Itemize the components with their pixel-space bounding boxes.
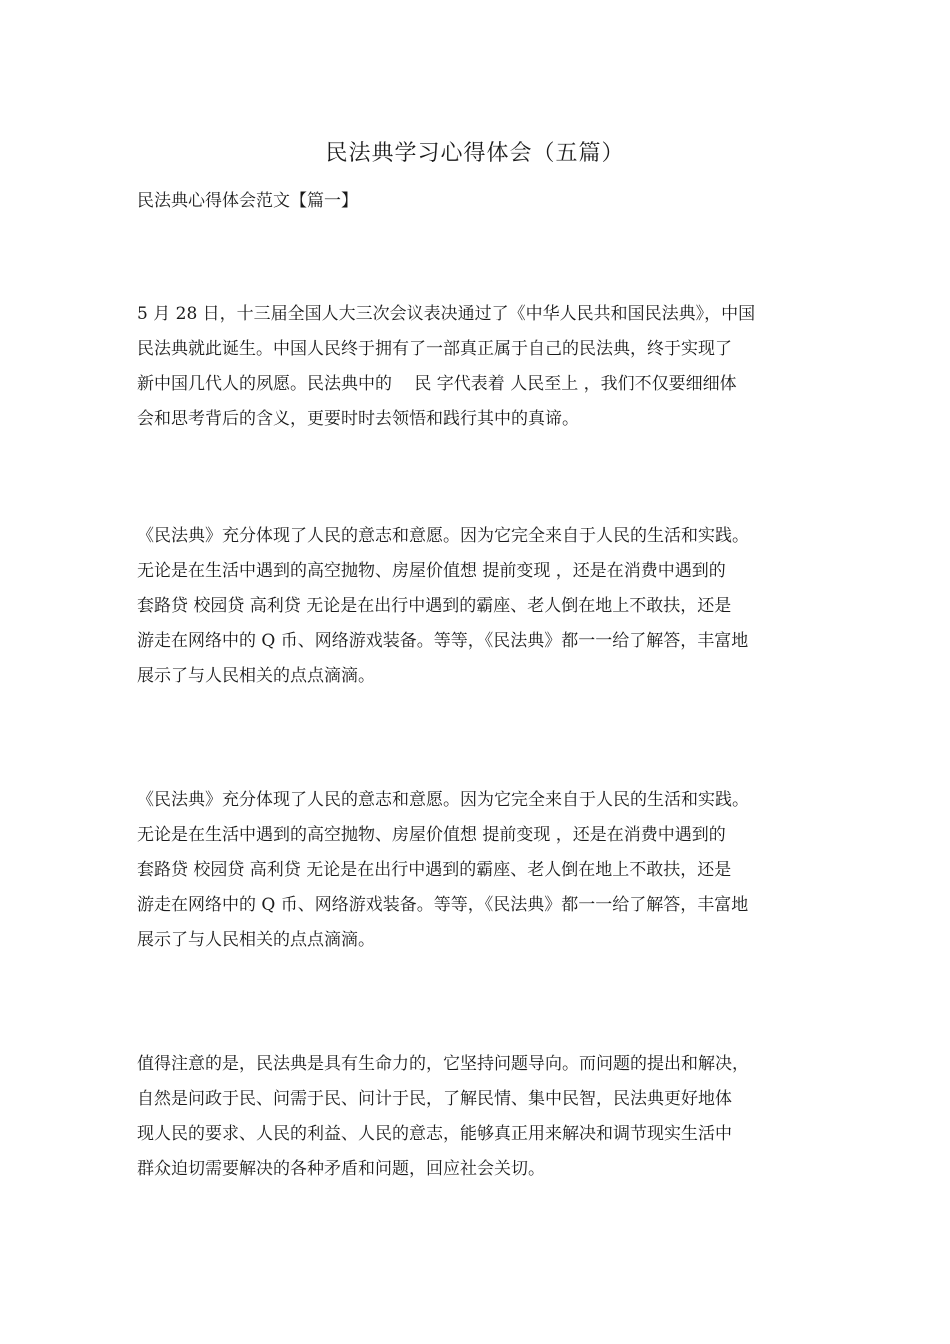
paragraph-4	[137, 1047, 817, 1187]
paragraph-line: 展示了与人民相关的点点滴滴。	[137, 930, 375, 950]
section-heading: 民法典心得体会范文【篇一】	[137, 191, 358, 211]
paragraph-line: 自然是问政于民、问需于民、问计于民，了解民情、集中民智，民法典更好地体	[137, 1089, 732, 1109]
paragraph-2	[137, 519, 817, 694]
document-title: 民法典学习心得体会（五篇）	[325, 141, 625, 166]
paragraph-line: 值得注意的是，民法典是具有生命力的，它坚持问题导向。而问题的提出和解决，	[137, 1054, 749, 1074]
paragraph-line: 群众迫切需要解决的各种矛盾和问题，回应社会关切。	[137, 1159, 545, 1179]
paragraph-line: 《民法典》充分体现了人民的意志和意愿。因为它完全来自于人民的生活和实践。	[137, 526, 749, 546]
paragraph-line: 无论是在生活中遇到的高空抛物、房屋价值想 提前变现 ，还是在消费中遇到的	[137, 561, 726, 581]
paragraph-line: 游走在网络中的 Q 币、网络游戏装备。等等，《民法典》都一一给了解答，丰富地	[137, 631, 749, 651]
paragraph-line: 套路贷 校园贷 高利贷 无论是在出行中遇到的霸座、老人倒在地上不敢扶，还是	[137, 596, 732, 616]
paragraph-line: 新中国几代人的夙愿。民法典中的 民 字代表着 人民至上 ，我们不仅要细细体	[137, 374, 737, 394]
paragraph-line: 民法典就此诞生。中国人民终于拥有了一部真正属于自己的民法典，终于实现了	[137, 339, 732, 359]
paragraph-line: 《民法典》充分体现了人民的意志和意愿。因为它完全来自于人民的生活和实践。	[137, 790, 749, 810]
paragraph-line: 套路贷 校园贷 高利贷 无论是在出行中遇到的霸座、老人倒在地上不敢扶，还是	[137, 860, 732, 880]
paragraph-line: 展示了与人民相关的点点滴滴。	[137, 666, 375, 686]
paragraph-line: 现人民的要求、人民的利益、人民的意志，能够真正用来解决和调节现实生活中	[137, 1124, 732, 1144]
paragraph-line: 5 月 28 日，十三届全国人大三次会议表决通过了《中华人民共和国民法典》，中国	[137, 304, 756, 324]
paragraph-line: 游走在网络中的 Q 币、网络游戏装备。等等，《民法典》都一一给了解答，丰富地	[137, 895, 749, 915]
paragraph-line: 无论是在生活中遇到的高空抛物、房屋价值想 提前变现 ，还是在消费中遇到的	[137, 825, 726, 845]
paragraph-3	[137, 783, 817, 958]
paragraph-line: 会和思考背后的含义，更要时时去领悟和践行其中的真谛。	[137, 409, 579, 429]
paragraph-1	[137, 297, 817, 437]
